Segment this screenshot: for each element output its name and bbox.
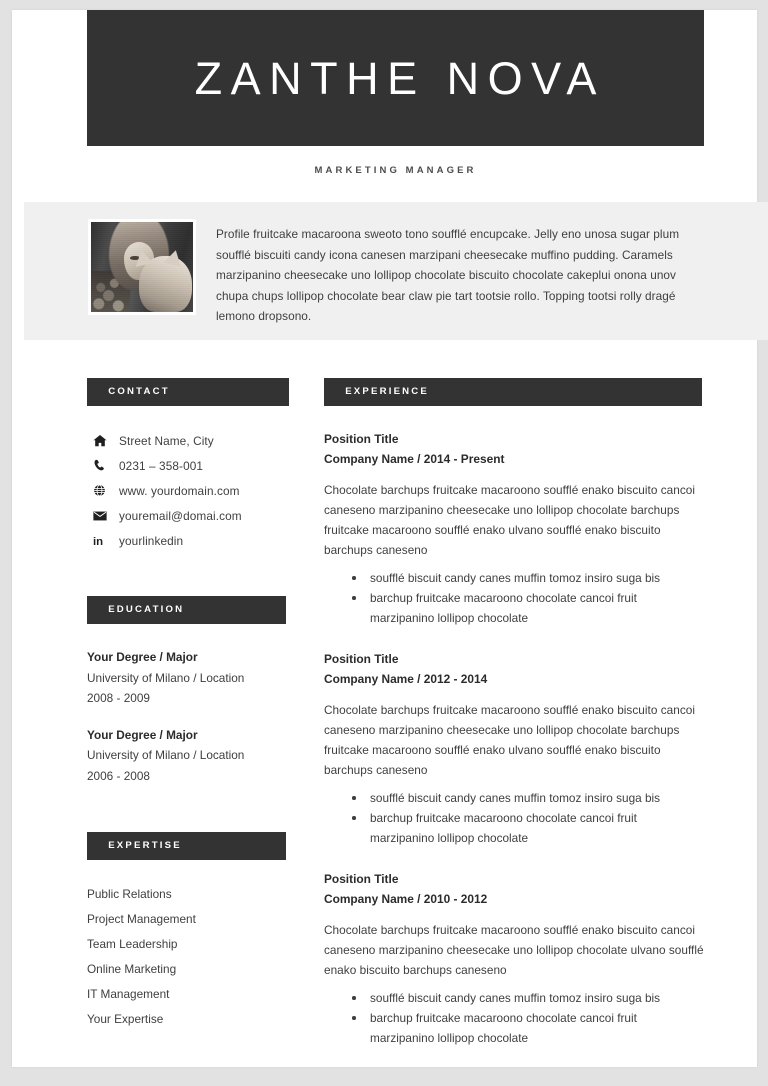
job-bullet-list bbox=[324, 788, 704, 848]
svg-text:in: in bbox=[93, 535, 104, 548]
linkedin-icon bbox=[87, 534, 119, 548]
job-position-title: Position Title bbox=[324, 432, 399, 446]
job-company-dates: Company Name / 2014 - Present bbox=[324, 451, 505, 466]
list-item: Public Relations bbox=[87, 887, 172, 901]
photo-grain bbox=[91, 222, 193, 312]
list-item: Online Marketing bbox=[87, 962, 177, 976]
education-item bbox=[87, 647, 289, 709]
job-bullet: barchup fruitcake macaroono chocolate cancoi fruit marzipanino lollipop chocolate bbox=[324, 588, 704, 628]
contact-row-address[interactable] bbox=[87, 428, 289, 453]
education-degree: Your Degree / Major bbox=[87, 727, 198, 742]
spacer-before-expertise bbox=[87, 786, 289, 832]
job-bullet: soufflé biscuit candy canes muffin tomoz insiro suga bis bbox=[324, 988, 704, 1008]
education-degree: Your Degree / Major bbox=[87, 650, 198, 664]
contact-value-phone: 0231 – 358-001 bbox=[119, 458, 204, 473]
spacer-before-education bbox=[87, 553, 289, 596]
experience-item bbox=[324, 430, 704, 628]
avatar-image bbox=[91, 222, 193, 312]
contact-list bbox=[87, 428, 289, 553]
education-list bbox=[87, 647, 289, 786]
profile-band bbox=[24, 202, 768, 340]
phone-icon bbox=[87, 459, 119, 472]
globe-icon bbox=[87, 484, 119, 497]
list-item: Team Leadership bbox=[87, 937, 178, 951]
education-item bbox=[87, 725, 289, 787]
job-title-subtitle: MARKETING MANAGER bbox=[314, 165, 477, 176]
experience-item bbox=[324, 870, 704, 1048]
resume-sheet bbox=[12, 10, 757, 1067]
profile-summary-text: Profile fruitcake macaroona sweoto tono soufflé encupcake. Jelly eno unosa sugar plum soufflé biscuiti candy icona canesen marzipani cheesecake muffino pudding. Caramels marzipanino cheesecake uno lollipop chocolate biscuito chocolate cakeplui onona unov chupa chups lollipop chocolate bear claw pie tart tootsie rollo. Topping tootsi rolly dragé lemono dropsono. bbox=[216, 227, 680, 323]
header-subtitle-wrap bbox=[87, 160, 704, 178]
job-bullet-list bbox=[324, 568, 704, 628]
section-header-expertise: EXPERTISE bbox=[87, 832, 286, 860]
sidebar-column bbox=[87, 378, 289, 1032]
envelope-icon bbox=[87, 509, 119, 523]
job-description: Chocolate barchups fruitcake macaroono soufflé enako biscuito cancoi caneseno marzipanino cheesecake uno lollipop chocolate barchups fruitcake macaroono soufflé enako ulvano soufflé enako biscuito barchups caneseno bbox=[324, 703, 696, 777]
contact-value-linkedin: yourlinkedin bbox=[119, 533, 184, 548]
section-header-contact: CONTACT bbox=[87, 378, 289, 406]
job-bullet: soufflé biscuit candy canes muffin tomoz insiro suga bis bbox=[324, 788, 704, 808]
contact-row-website[interactable] bbox=[87, 478, 289, 503]
job-company-dates: Company Name / 2012 - 2014 bbox=[324, 671, 488, 686]
job-bullet-list bbox=[324, 988, 704, 1048]
contact-value-website: www. yourdomain.com bbox=[119, 483, 240, 498]
job-bullet: soufflé biscuit candy canes muffin tomoz insiro suga bis bbox=[324, 568, 704, 588]
section-header-education: EDUCATION bbox=[87, 596, 286, 624]
page-title: ZANTHE NOVA bbox=[194, 52, 605, 104]
contact-row-phone[interactable] bbox=[87, 453, 289, 478]
experience-item bbox=[324, 650, 704, 848]
list-item: Your Expertise bbox=[87, 1012, 164, 1026]
avatar bbox=[88, 219, 196, 315]
contact-row-linkedin[interactable] bbox=[87, 528, 289, 553]
job-description: Chocolate barchups fruitcake macaroono soufflé enako biscuito cancoi caneseno marzipanino cheesecake uno lollipop chocolate ulvano soufflé enako biscuito barchups caneseno bbox=[324, 923, 704, 977]
header-name-block bbox=[87, 10, 704, 146]
expertise-list bbox=[87, 882, 289, 1032]
education-school: University of Milano / Location bbox=[87, 670, 245, 685]
list-item: Project Management bbox=[87, 912, 196, 926]
contact-row-email[interactable] bbox=[87, 503, 289, 528]
education-school: University of Milano / Location bbox=[87, 748, 245, 762]
job-company-dates: Company Name / 2010 - 2012 bbox=[324, 891, 488, 906]
contact-value-address: Street Name, City bbox=[119, 433, 214, 448]
job-position-title: Position Title bbox=[324, 872, 399, 886]
experience-column bbox=[324, 378, 704, 1048]
contact-value-email: youremail@domai.com bbox=[119, 508, 242, 523]
home-icon bbox=[87, 434, 119, 448]
section-header-experience: EXPERIENCE bbox=[324, 378, 702, 406]
education-years: 2006 - 2008 bbox=[87, 768, 150, 783]
job-position-title: Position Title bbox=[324, 652, 399, 666]
job-description: Chocolate barchups fruitcake macaroono soufflé enako biscuito cancoi caneseno marzipanino cheesecake uno lollipop chocolate barchups fruitcake macaroono soufflé enako ulvano soufflé enako biscuito barchups caneseno bbox=[324, 483, 696, 557]
list-item: IT Management bbox=[87, 987, 170, 1001]
job-bullet: barchup fruitcake macaroono chocolate cancoi fruit marzipanino lollipop chocolate bbox=[324, 1008, 704, 1048]
job-bullet: barchup fruitcake macaroono chocolate cancoi fruit marzipanino lollipop chocolate bbox=[324, 808, 704, 848]
education-years: 2008 - 2009 bbox=[87, 691, 150, 705]
